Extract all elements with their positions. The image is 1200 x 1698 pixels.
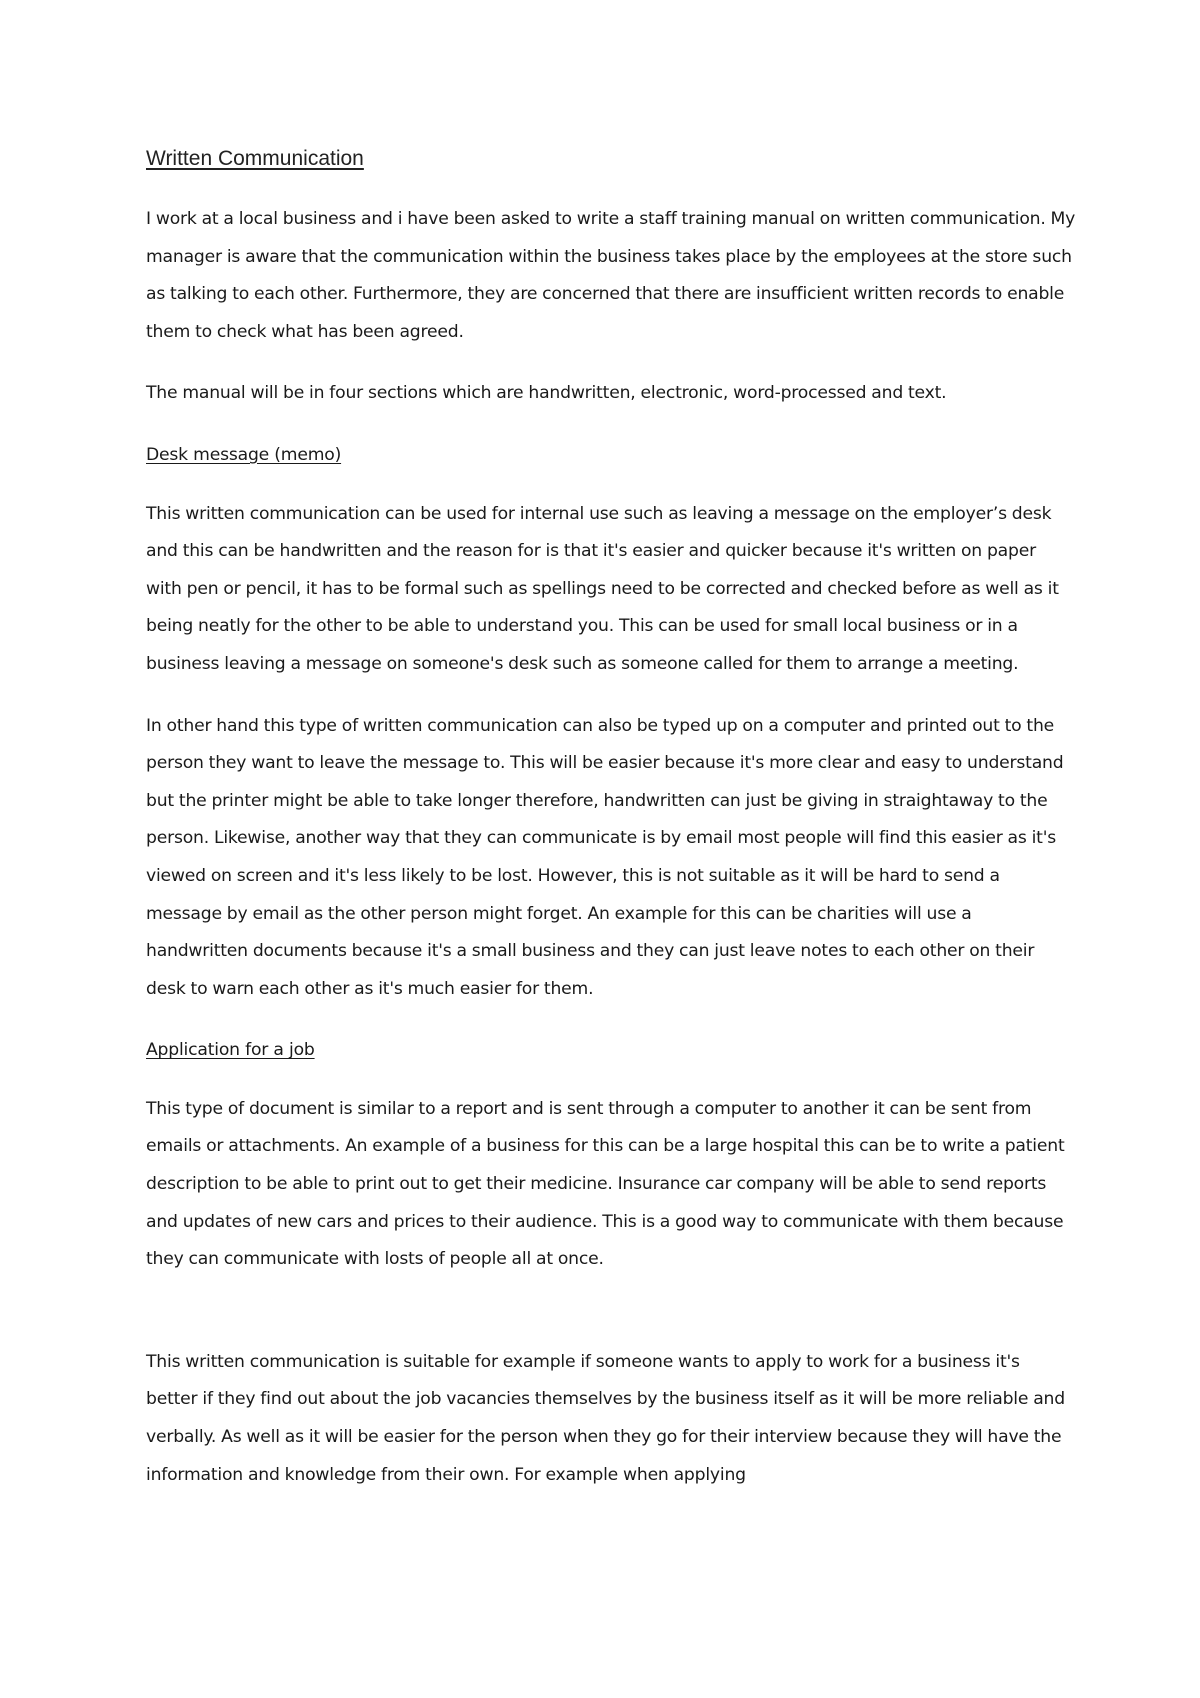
section-heading-job-application: Application for a job — [146, 1040, 315, 1061]
blank-line — [146, 1303, 1076, 1344]
manual-sections-paragraph: The manual will be in four sections which are handwritten, electronic, word-processed and text. — [146, 383, 947, 404]
section-heading-desk-message: Desk message (memo) — [146, 444, 342, 465]
job-application-paragraph: This type of document is similar to a report and is sent through a computer to another it can be sent from emails or attachments. An example of a business for this can be a large hospital this can be to write a patient description to be able to print out to get their medicine. Insurance car company will be able to send reports and updates of new cars and prices to their audience. This is a good way to communicate with them because they can communicate with losts of people all at once. — [146, 1098, 1065, 1270]
desk-message-paragraph: This written communication can be used for internal use such as leaving a message on the employer’s desk and this can be handwritten and the reason for is that it's easier and quicker because it's written on paper with pen or pencil, it has to be formal such as spellings need to be corrected and checked before as well as it being neatly for the other to be able to understand you. This can be used for small local business or in a business leaving a message on someone's desk such as someone called for them to arrange a meeting. — [146, 503, 1059, 674]
job-application-paragraph: This written communication is suitable for example if someone wants to apply to work for a business it's better if they find out about the job vacancies themselves by the business itself as it will be more reliable and verbally. As well as it will be easier for the person when they go for their interview because they will have the information and knowledge from their own. For example when applying — [146, 1351, 1065, 1485]
desk-message-paragraph: In other hand this type of written communication can also be typed up on a computer and printed out to the person they want to leave the message to. This will be easier because it's more clear and easy to understand but the printer might be able to take longer therefore, handwritten can just be giving in straightaway to the person. Likewise, another way that they can communicate is by email most people will find this easier as it's viewed on screen and it's less likely to be lost. However, this is not suitable as it will be hard to send a message by email as the other person might forget. An example for this can be charities will use a handwritten documents because it's a small business and they can just leave notes to each other on their desk to warn each other as it's much easier for them. — [146, 715, 1064, 999]
document-title: Written Communication — [146, 147, 364, 170]
intro-paragraph: I work at a local business and i have been asked to write a staff training manual on written communication. My manager is aware that the communication within the business takes place by the employees at the store such as talking to each other. Furthermore, they are concerned that there are insufficient written records to enable them to check what has been agreed. — [146, 209, 1076, 342]
document-body — [146, 144, 1076, 1518]
